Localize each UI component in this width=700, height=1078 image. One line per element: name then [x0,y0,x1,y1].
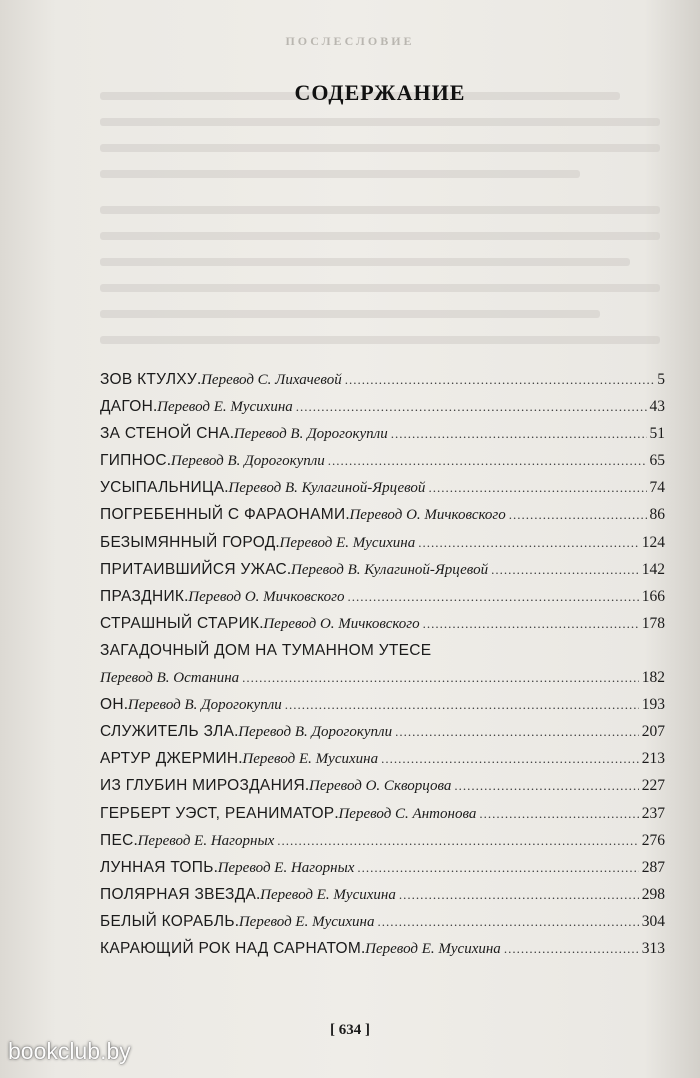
toc-entry-separator: . [197,371,202,388]
toc-entry-line [100,452,665,479]
toc-entry-leader-dots [509,507,647,523]
toc-entry [100,913,665,940]
toc-entry-detail-line [100,669,665,696]
toc-entry-separator: . [166,452,171,470]
toc-entry [100,506,665,533]
toc-entry-translator: Перевод Е. Мусихина [279,534,416,551]
toc-entry-line [100,615,665,642]
contents-heading: СОДЕРЖАНИЕ [294,80,466,105]
toc-entry-title: КАРАЮЩИЙ РОК НАД САРНАТОМ [100,939,362,957]
toc-entry-leader-dots [395,724,639,740]
toc-entry-translator: Перевод О. Мичковского [349,507,506,524]
toc-entry-title: ЗА СТЕНОЙ СНА [100,425,230,443]
toc-entry-leader-dots [479,806,638,822]
toc-entry-separator: . [184,587,189,605]
toc-entry-page: 124 [641,533,665,551]
toc-entry-leader-dots [418,535,639,551]
toc-entry-line [100,777,665,804]
toc-entry-separator: . [229,425,234,443]
toc-entry-line [100,886,665,913]
toc-entry-leader-dots [328,453,647,469]
toc-entry-page: 276 [641,831,665,849]
toc-entry-page: 178 [641,614,665,632]
toc-entry-line [100,371,665,398]
toc-entry-title: ЗАГАДОЧНЫЙ ДОМ НА ТУМАННОМ УТЕСЕ [100,641,432,659]
toc-entry-translator: Перевод О. Мичковского [263,615,420,632]
toc-entry-title: ЛУННАЯ ТОПЬ [100,858,214,876]
toc-entry [100,859,665,886]
toc-entry-translator: Перевод Е. Мусихина [157,399,293,416]
watermark-logo: bookclub.by [8,1038,131,1064]
toc-entry [100,723,665,750]
toc-entry-page: 304 [641,912,665,930]
toc-entry-separator: . [275,533,280,551]
toc-entry-line [100,479,665,506]
toc-entry-separator: . [224,479,229,497]
toc-entry-translator: Перевод С. Антонова [338,805,477,822]
toc-entry-line [100,398,665,425]
toc-entry-line [100,723,665,750]
toc-entry-translator: Перевод В. Дорогокупли [238,724,393,741]
toc-entry [100,371,665,398]
toc-entry-separator: . [153,398,158,416]
toc-entry-title: БЕЛЫЙ КОРАБЛЬ [100,912,235,930]
toc-entry [100,777,665,804]
toc-entry-page: 5 [657,371,665,388]
toc-entry [100,588,665,615]
toc-entry-translator: Перевод Е. Нагорных [137,832,275,849]
toc-entry-line [100,940,665,967]
toc-entry-title: СТРАШНЫЙ СТАРИК [100,614,260,632]
toc-entry [100,805,665,832]
toc-entry-page: 182 [641,669,665,687]
toc-entry-title: ПРАЗДНИК [100,587,185,605]
toc-entry-translator: Перевод Е. Мусихина [260,886,396,903]
toc-entry-leader-dots [378,914,639,930]
toc-entry [100,615,665,642]
toc-entry-separator: . [234,912,239,930]
toc-entry-line [100,750,665,777]
toc-entry-translator: Перевод В. Дорогокупли [170,453,325,470]
toc-entry-leader-dots [504,941,639,957]
toc-entry-leader-dots [381,751,639,767]
toc-entry-page: 166 [641,587,665,605]
toc-entry-line [100,506,665,533]
toc-entry-line [100,561,665,588]
toc-entry [100,940,665,967]
toc-entry-leader-dots [348,589,639,605]
toc-entry-title: УСЫПАЛЬНИЦА [100,479,225,497]
toc-entry [100,832,665,859]
toc-entry-translator: Перевод В. Кулагиной-Ярцевой [228,480,426,497]
toc-entry [100,750,665,777]
toc-entry [100,452,665,479]
toc-entry-leader-dots [423,616,639,632]
toc-entry-translator: Перевод О. Скворцова [309,778,452,795]
toc-entry-leader-dots [454,778,638,794]
toc-entry-line [100,805,665,832]
toc-entry-title: ДАГОН [100,398,154,416]
toc-entry-translator: Перевод Е. Мусихина [242,751,379,768]
toc-entry-title: ПОЛЯРНАЯ ЗВЕЗДА [100,885,257,903]
toc-entry-title: ЗОВ КТУЛХУ [100,371,198,388]
toc-entry-leader-dots [491,562,639,578]
toc-entry [100,479,665,506]
toc-entry-separator: . [259,614,264,632]
toc-entry-title-line [100,642,665,669]
toc-entry [100,534,665,561]
toc-entry-page: 142 [641,560,665,578]
toc-entry-line [100,696,665,723]
toc-entry-translator: Перевод Е. Мусихина [365,940,501,957]
toc-entry-translator: Перевод Е. Мусихина [238,913,375,930]
running-head: ПОСЛЕСЛОВИЕ [285,34,415,48]
toc-entry-separator: . [361,939,366,957]
toc-entry [100,642,665,696]
toc-entry-leader-dots [296,399,647,415]
toc-entry-page: 227 [641,777,665,795]
toc-entry-line [100,832,665,859]
toc-entry-page: 298 [641,885,665,903]
toc-entry-title: ИЗ ГЛУБИН МИРОЗДАНИЯ [100,777,305,795]
toc-entry-page: 86 [649,506,665,524]
toc-entry [100,425,665,452]
toc-entry-separator: . [238,750,243,768]
toc-entry-page: 287 [641,858,665,876]
toc-entry-leader-dots [345,372,655,388]
toc-entry-separator: . [256,885,261,903]
toc-entry-leader-dots [277,833,638,849]
toc-entry-page: 313 [641,939,665,957]
toc-entry-translator: Перевод В. Дорогокупли [233,426,388,443]
toc-entry-title: АРТУР ДЖЕРМИН [100,750,239,768]
toc-entry-separator: . [133,831,138,849]
toc-entry-separator: . [234,723,239,741]
toc-entry-page: 207 [641,723,665,741]
toc-entry-separator: . [305,777,309,795]
toc-entry-leader-dots [285,697,639,713]
toc-entry-title: ПРИТАИВШИЙСЯ УЖАС [100,560,288,578]
toc-entry-page: 74 [649,479,665,497]
toc-entry-separator: . [213,858,218,876]
toc-entry-leader-dots [391,426,647,442]
toc-entry-leader-dots [428,480,646,496]
toc-entry-translator: Перевод В. Останина [100,670,240,687]
toc-entry-leader-dots [357,860,638,876]
toc-entry-page: 65 [649,452,665,470]
toc-entry-translator: Перевод В. Кулагиной-Ярцевой [291,561,489,578]
toc-entry-page: 193 [641,696,665,714]
toc-entry-leader-dots [399,887,639,903]
table-of-contents [100,371,665,967]
toc-entry-title: ГЕРБЕРТ УЭСТ, РЕАНИМАТОР [100,804,335,822]
toc-entry [100,561,665,588]
toc-entry-leader-dots [242,670,639,686]
toc-entry-page: 237 [641,804,665,822]
toc-entry-line [100,859,665,886]
toc-entry [100,398,665,425]
toc-entry-page: 43 [649,398,665,416]
toc-entry-line [100,913,665,940]
toc-entry-title: ПОГРЕБЕННЫЙ С ФАРАОНАМИ [100,506,346,524]
toc-entry-title: ГИПНОС [100,452,167,470]
toc-entry-line [100,425,665,452]
toc-entry-separator: . [345,506,350,524]
toc-entry-separator: . [287,560,292,578]
toc-entry-translator: Перевод С. Лихачевой [201,372,342,388]
toc-entry-line [100,588,665,615]
toc-entry-page: 213 [641,750,665,768]
toc-entry-title: СЛУЖИТЕЛЬ ЗЛА [100,723,235,741]
page-number: [ 634 ] [330,1022,370,1038]
toc-entry-title: ПЕС [100,831,134,849]
toc-entry-line [100,534,665,561]
toc-entry-translator: Перевод В. Дорогокупли [127,697,282,714]
toc-entry [100,886,665,913]
toc-entry-separator: . [334,804,339,822]
toc-entry [100,696,665,723]
toc-entry-translator: Перевод Е. Нагорных [217,859,355,876]
toc-entry-page: 51 [649,425,665,443]
toc-entry-title: ОН [100,696,124,714]
toc-entry-separator: . [123,696,128,714]
toc-entry-title: БЕЗЫМЯННЫЙ ГОРОД [100,533,276,551]
toc-entry-translator: Перевод О. Мичковского [188,588,345,605]
